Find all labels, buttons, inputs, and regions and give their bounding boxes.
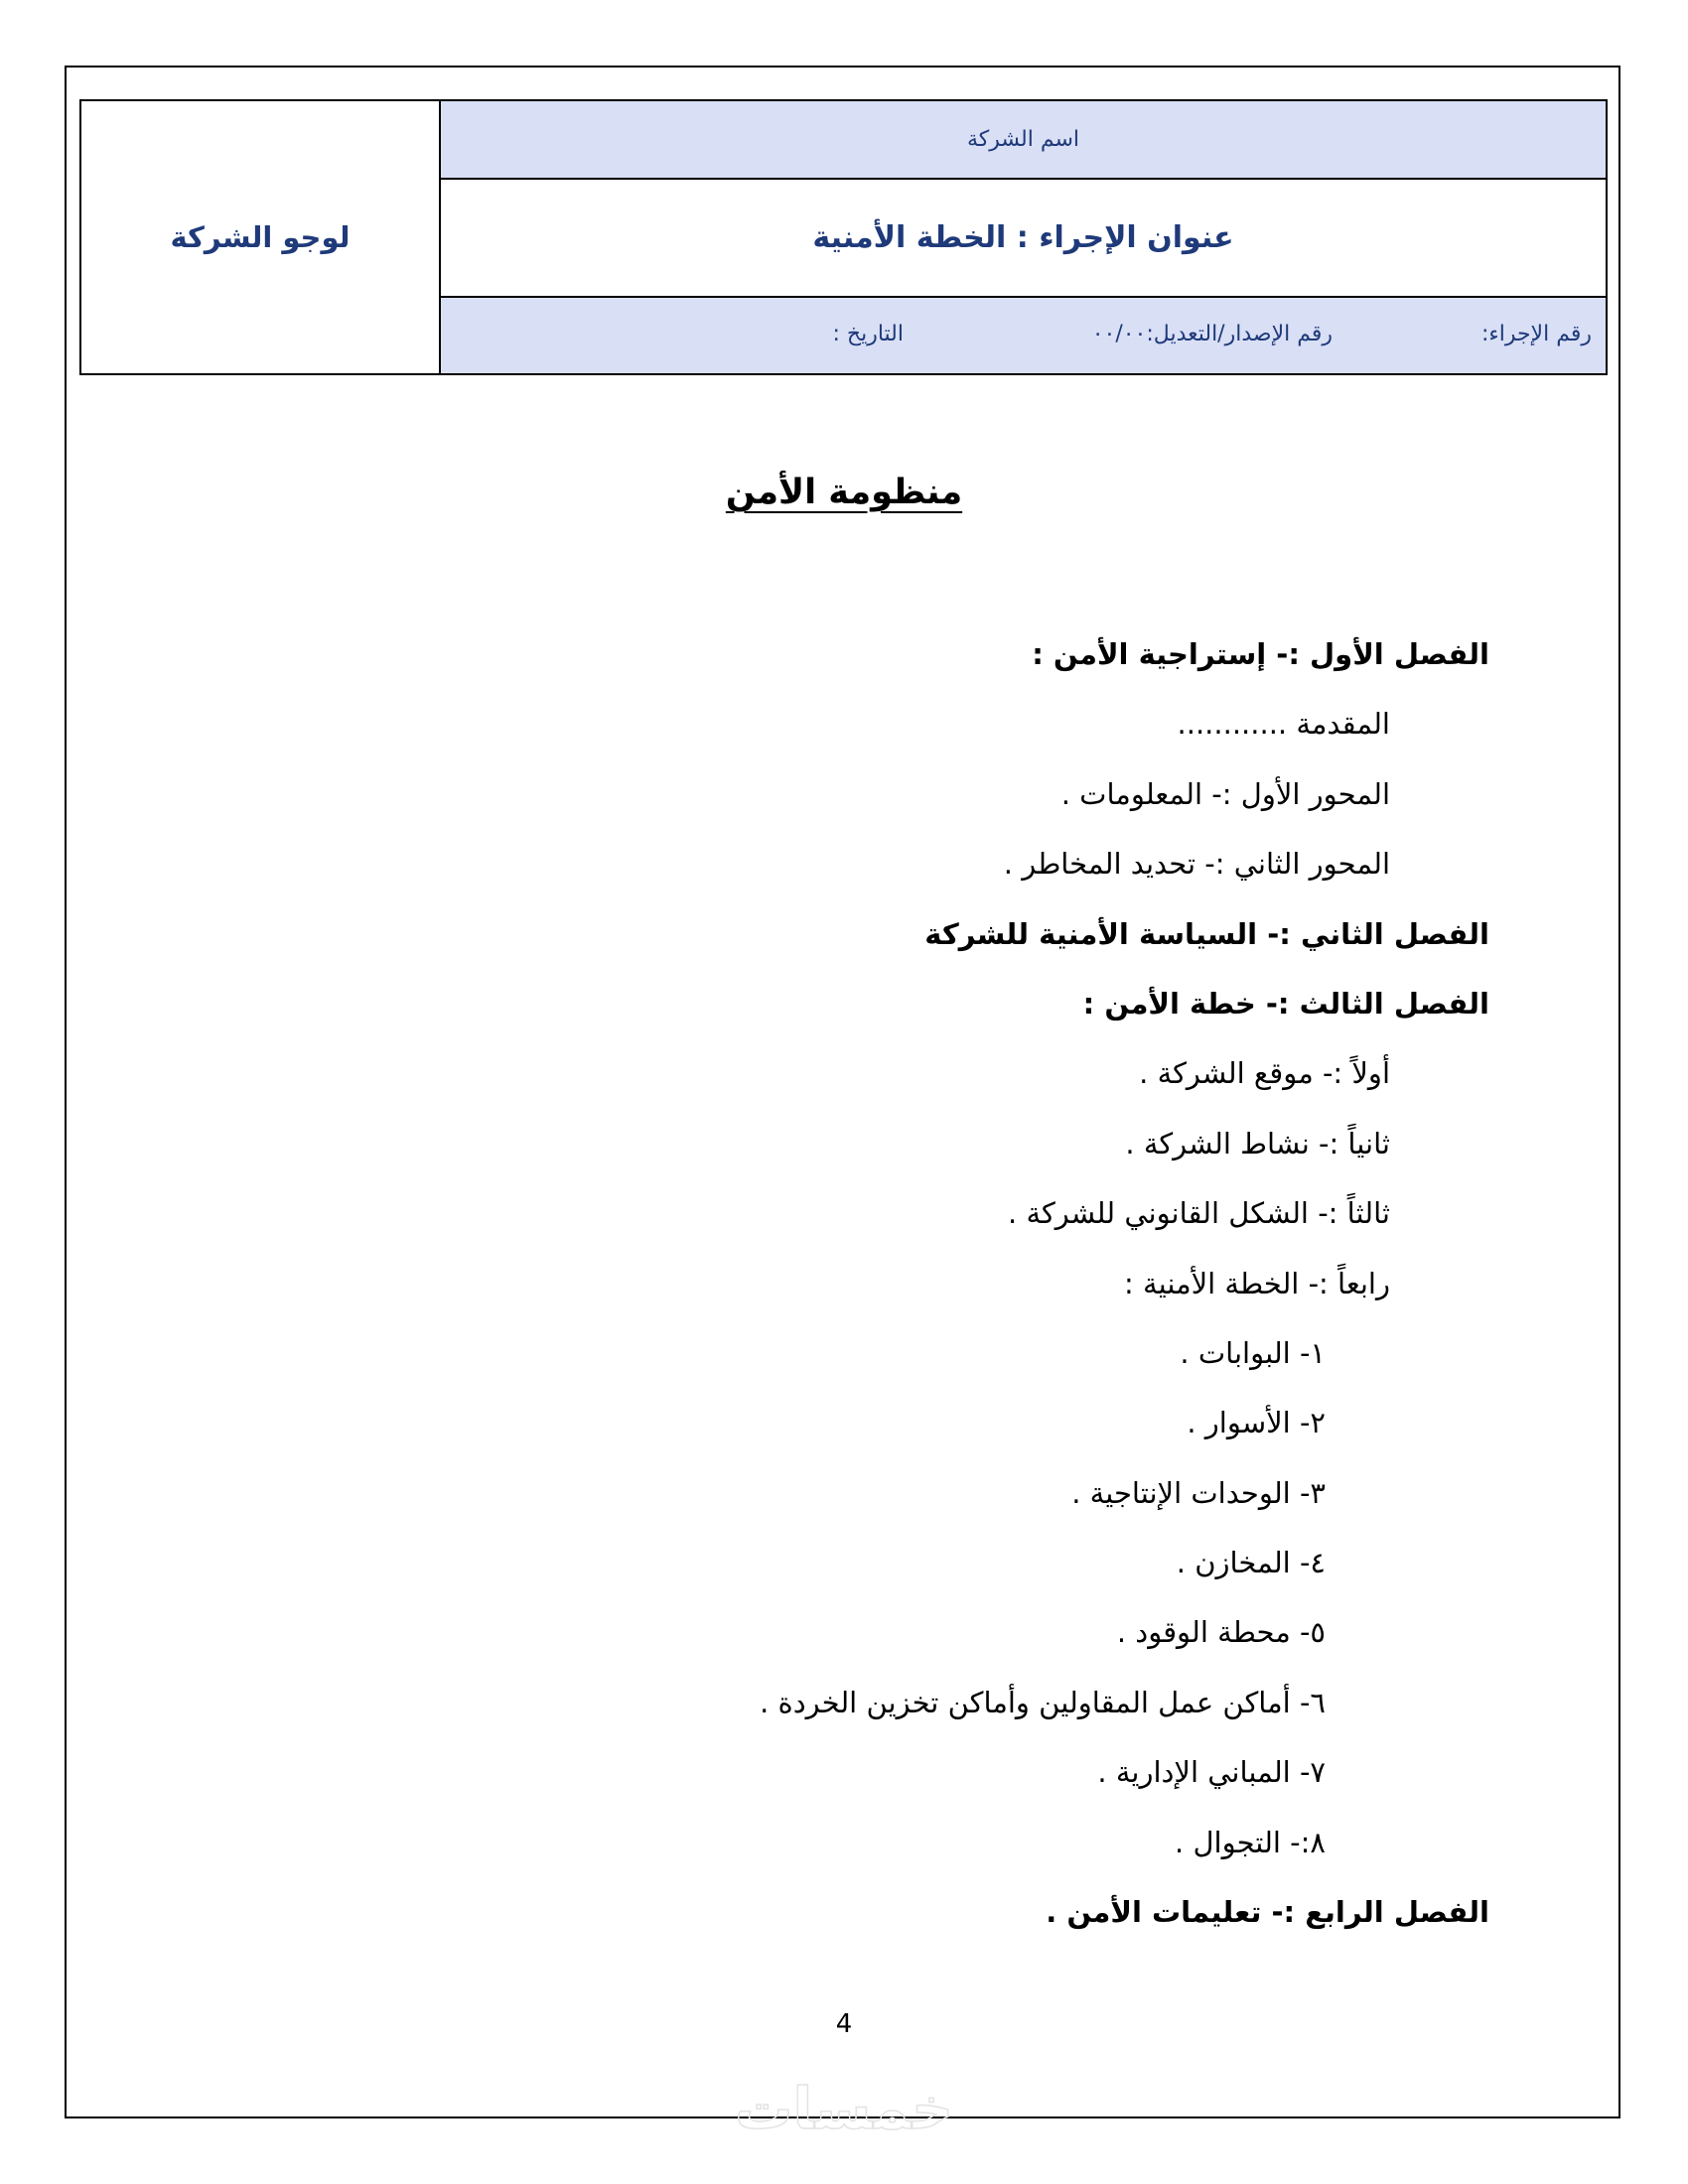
toc-section-line: أولاً :- موقع الشركة . <box>1139 1056 1390 1091</box>
toc-section-line: رابعاً :- الخطة الأمنية : <box>1124 1266 1390 1300</box>
table-of-contents <box>0 619 1688 1947</box>
header-main <box>441 101 1606 373</box>
toc-item-line: ٦- أماكن عمل المقاولين وأماكن تخزين الخردة . <box>760 1685 1326 1719</box>
toc-section-line: ثالثاً :- الشكل القانوني للشركة . <box>1008 1196 1390 1231</box>
watermark-logo: خمسات <box>735 2075 953 2142</box>
toc-section-line: ثانياً :- نشاط الشركة . <box>1125 1126 1390 1160</box>
toc-item-line: ٤- المخازن . <box>1176 1546 1326 1580</box>
toc-item-line: ٧- المباني الإدارية . <box>1097 1755 1326 1790</box>
document-title <box>0 473 1688 512</box>
toc-section-line: المحور الثاني :- تحديد المخاطر . <box>1003 847 1390 882</box>
document-title-text: منظومة الأمن <box>725 473 963 512</box>
date-label: التاريخ : <box>832 322 904 346</box>
toc-chapter-line: الفصل الرابع :- تعليمات الأمن . <box>1046 1895 1489 1930</box>
toc-item-line: ٢- الأسوار . <box>1187 1406 1326 1440</box>
toc-chapter-line: الفصل الثالث :- خطة الأمن : <box>1082 986 1489 1021</box>
toc-section-line: المقدمة ............ <box>1177 707 1390 742</box>
toc-item-line: ٥- محطة الوقود . <box>1116 1615 1326 1650</box>
document-header <box>79 99 1608 375</box>
page-number: 4 <box>835 2009 853 2039</box>
toc-item-line: ٣- الوحدات الإنتاجية . <box>1071 1475 1326 1510</box>
version-label: رقم الإصدار/التعديل:٠٠/٠٠ <box>1091 322 1333 346</box>
toc-item-line: ١- البوابات . <box>1180 1335 1326 1370</box>
toc-chapter-line: الفصل الثاني :- السياسة الأمنية للشركة <box>924 916 1489 951</box>
company-logo-placeholder: لوجو الشركة <box>81 101 441 373</box>
procedure-number-label: رقم الإجراء: <box>1480 322 1592 346</box>
procedure-title: عنوان الإجراء : الخطة الأمنية <box>441 180 1606 298</box>
toc-chapter-line: الفصل الأول :- إستراجية الأمن : <box>1032 637 1489 671</box>
toc-item-line: ٨:- التجوال . <box>1175 1825 1326 1859</box>
company-name: اسم الشركة <box>441 101 1606 180</box>
toc-section-line: المحور الأول :- المعلومات . <box>1060 776 1390 811</box>
header-meta-row <box>441 298 1606 373</box>
